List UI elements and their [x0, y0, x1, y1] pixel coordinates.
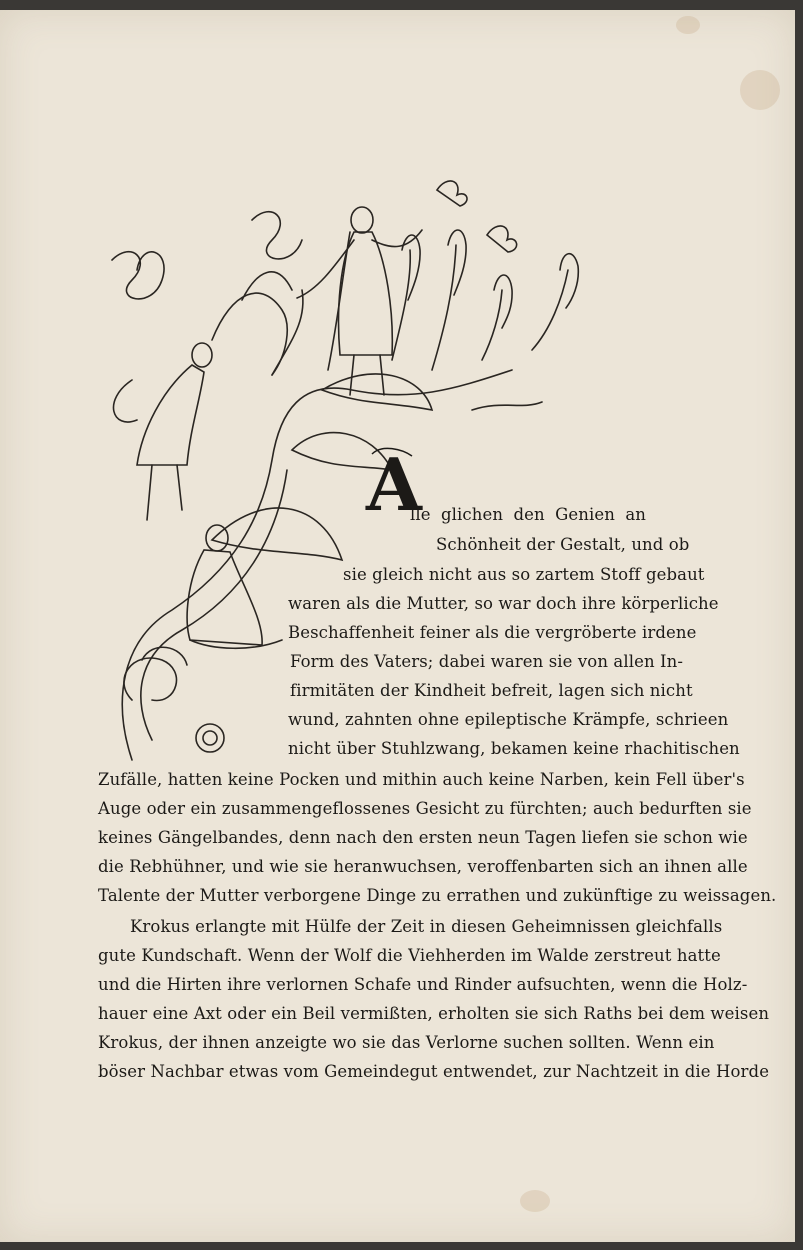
- paper-stain: [520, 1190, 550, 1212]
- text-line: sie gleich nicht aus so zartem Stoff gebaut: [343, 565, 705, 584]
- text-line: keines Gängelbandes, denn nach den ersten neun Tagen liefen sie schon wie: [98, 828, 748, 847]
- text-line: waren als die Mutter, so war doch ihre körperliche: [288, 594, 719, 613]
- flower-bud: [482, 290, 502, 360]
- text-line: und die Hirten ihre verlornen Schafe und Rinder aufsuchten, wenn die Holz-: [98, 975, 748, 994]
- text-line: Schönheit der Gestalt, und ob: [436, 535, 690, 554]
- butterfly: [437, 181, 467, 206]
- flower-bud: [432, 245, 456, 370]
- butterfly: [487, 226, 517, 252]
- flower-bud: [392, 250, 410, 360]
- paper-stain: [676, 16, 700, 34]
- text-line: Form des Vaters; dabei waren sie von allen In-: [290, 652, 684, 671]
- text-line: nicht über Stuhlzwang, bekamen keine rhachitischen: [288, 739, 740, 758]
- flower-bud: [532, 270, 568, 350]
- climbing-figure: [137, 365, 204, 465]
- flourish: [112, 252, 164, 299]
- text-line: Talente der Mutter verborgene Dinge zu errathen und zukünftige zu weissagen.: [98, 886, 777, 905]
- scroll-ornament: [124, 658, 177, 700]
- text-line: Krokus erlangte mit Hülfe der Zeit in diesen Geheimnissen gleichfalls: [130, 917, 723, 936]
- scroll-ornament: [196, 724, 224, 752]
- leaf: [322, 374, 432, 410]
- tendril: [113, 380, 137, 422]
- tendril: [472, 402, 542, 410]
- text-line: Krokus, der ihnen anzeigte wo sie das Verlorne suchen sollten. Wenn ein: [98, 1033, 715, 1052]
- lily-flower: [212, 293, 287, 375]
- standing-figure-head: [351, 207, 373, 233]
- text-line: wund, zahnten ohne epileptische Krämpfe, schrieen: [288, 710, 729, 729]
- text-line: Auge oder ein zusammengeflossenes Gesicht zu fürchten; auch bedurften sie: [98, 799, 752, 818]
- text-line: Beschaffenheit feiner als die vergröberte irdene: [288, 623, 697, 642]
- text-line: firmitäten der Kindheit befreit, lagen sich nicht: [290, 681, 693, 700]
- text-line: hauer eine Axt oder ein Beil vermißten, erholten sie sich Raths bei dem weisen: [98, 1004, 770, 1023]
- svg-text:A: A: [366, 442, 422, 527]
- text-line: die Rebhühner, und wie sie heranwuchsen, veroffenbarten sich an ihnen alle: [98, 857, 748, 876]
- seated-figure-head: [206, 525, 228, 551]
- paper-stain: [740, 70, 780, 110]
- text-line: Zufälle, hatten keine Pocken und mithin auch keine Narben, kein Fell über's: [98, 770, 745, 789]
- text-line: lle glichen den Genien an: [410, 505, 646, 524]
- text-line: gute Kundschaft. Wenn der Wolf die Viehherden im Walde zerstreut hatte: [98, 946, 721, 965]
- climbing-figure-head: [192, 343, 212, 367]
- flourish: [252, 212, 302, 259]
- text-line: böser Nachbar etwas vom Gemeindegut entwendet, zur Nachtzeit in die Horde: [98, 1062, 770, 1081]
